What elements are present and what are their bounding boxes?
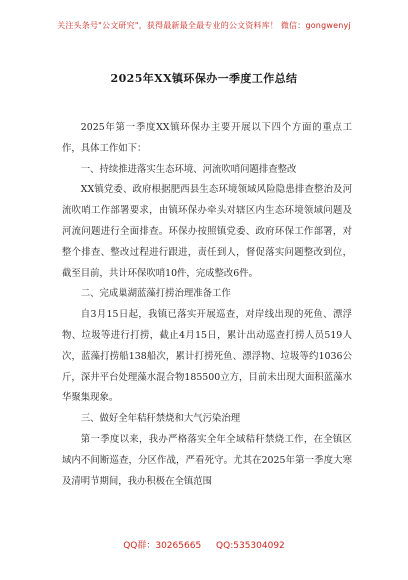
- section-paragraph-1: XX镇党委、政府根据肥西县生态环境领域风险隐患排查整治及河流吹哨工作部署要求，由镇环保办牵头对辖区内生态环境领域问题及河流问题进行全面排查。环保办按照镇党委、政府环保工作部署，对整个排查、整改过程进行跟进，责任到人，督促落实问题整改到位，截至目前，共计环保吹哨10件，完成整改6件。: [62, 184, 352, 279]
- section-paragraph-2: 自3月15日起，我镇已落实开展巡查，对岸线出现的死鱼、漂浮物、垃圾等进行打捞，截止4月15日，累计出动巡查打捞人员519人次，蓝藻打捞船138船次，累计打捞死鱼、漂浮物、垃圾等约1036公斤，深井平台处理藻水混合物185500立方，目前未出现大面积蓝藻水华聚集现象。: [62, 309, 352, 404]
- document-body: [62, 118, 352, 492]
- qq-group-text: QQ群：30265665: [123, 541, 202, 551]
- section-heading-3: 三、做好全年秸秆禁烧和大气污染治理: [80, 413, 241, 425]
- section-heading-1: 一、持续推进落实生态环境、河流吹哨问题排查整改: [80, 163, 297, 175]
- footer-contact: [0, 538, 408, 551]
- qq-text: QQ:535304092: [216, 541, 285, 551]
- promo-banner: 关注头条号"公文研究"，获得最新最全最专业的公文资料库！ 微信：gongwenyj: [57, 21, 351, 30]
- intro-paragraph: 2025年第一季度XX镇环保办主要开展以下四个方面的重点工作，具体工作如下：: [62, 122, 352, 154]
- section-heading-2: 二、完成巢湖蓝藻打捞治理准备工作: [80, 288, 231, 300]
- section-paragraph-3: 第一季度以来，我办严格落实全年全域秸秆禁烧工作，在全镇区域内不间断巡查，分区作战，严看死守。尤其在2025年第一季度大寒及清明节期间，我办积极在全镇范围: [62, 433, 352, 487]
- document-title: 2025年XX镇环保办一季度工作总结: [110, 72, 298, 85]
